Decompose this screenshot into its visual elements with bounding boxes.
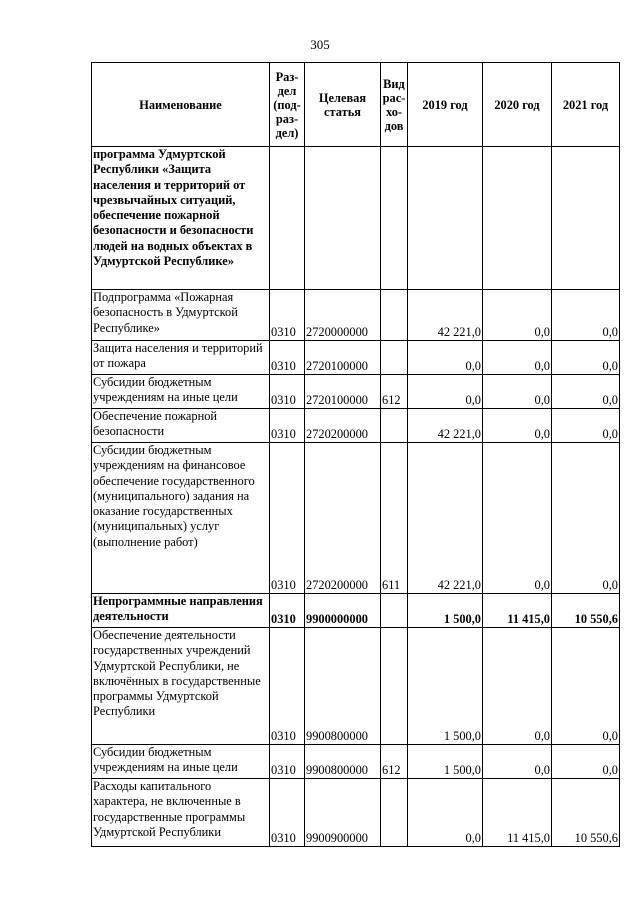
row-section: 0310 bbox=[270, 443, 305, 594]
row-value-2020: 11 415,0 bbox=[483, 779, 552, 847]
table-row bbox=[92, 341, 620, 375]
budget-table bbox=[91, 62, 620, 847]
table-row bbox=[92, 779, 620, 847]
col-header-expense-type: Вид рас- хо- дов bbox=[381, 63, 408, 147]
table-row bbox=[92, 290, 620, 341]
row-expense-type bbox=[381, 594, 408, 628]
row-section: 0310 bbox=[270, 779, 305, 847]
row-value-2020: 0,0 bbox=[483, 409, 552, 443]
table-row bbox=[92, 443, 620, 594]
row-value-2019: 0,0 bbox=[408, 375, 483, 409]
row-value-2021: 0,0 bbox=[552, 443, 620, 594]
row-value-2020: 11 415,0 bbox=[483, 594, 552, 628]
row-value-2019: 1 500,0 bbox=[408, 745, 483, 779]
row-expense-type: 612 bbox=[381, 745, 408, 779]
row-article: 2720100000 bbox=[305, 341, 381, 375]
row-expense-type bbox=[381, 341, 408, 375]
row-name: Непрограммные направления деятельности bbox=[92, 594, 270, 628]
row-section: 0310 bbox=[270, 341, 305, 375]
row-expense-type bbox=[381, 779, 408, 847]
row-article bbox=[305, 147, 381, 290]
col-header-section: Раз- дел (под- раз- дел) bbox=[270, 63, 305, 147]
row-name: программа Удмуртской Республики «Защита населения и территорий от чрезвычайных ситуаций, обеспечение пожарной безопасности и безопасности людей на водных объектах в Удмуртской Республике» bbox=[92, 147, 270, 290]
row-value-2021: 0,0 bbox=[552, 409, 620, 443]
row-expense-type bbox=[381, 147, 408, 290]
table-row bbox=[92, 628, 620, 745]
row-value-2019: 42 221,0 bbox=[408, 409, 483, 443]
table-row bbox=[92, 375, 620, 409]
row-value-2019: 42 221,0 bbox=[408, 290, 483, 341]
table-header-row bbox=[92, 63, 620, 147]
row-name: Обеспечение деятельности государственных учреждений Удмуртской Республики, не включённых в государственные программы Удмуртской Республики bbox=[92, 628, 270, 745]
col-header-2020: 2020 год bbox=[483, 63, 552, 147]
row-expense-type: 611 bbox=[381, 443, 408, 594]
row-expense-type: 612 bbox=[381, 375, 408, 409]
page-number: 305 bbox=[310, 37, 330, 52]
row-article: 2720200000 bbox=[305, 443, 381, 594]
row-section: 0310 bbox=[270, 628, 305, 745]
row-article: 9900000000 bbox=[305, 594, 381, 628]
row-name: Расходы капитального характера, не включенные в государственные программы Удмуртской Республики bbox=[92, 779, 270, 847]
row-value-2020 bbox=[483, 147, 552, 290]
row-value-2019: 1 500,0 bbox=[408, 594, 483, 628]
row-expense-type bbox=[381, 409, 408, 443]
row-name: Защита населения и территорий от пожара bbox=[92, 341, 270, 375]
row-value-2019: 1 500,0 bbox=[408, 628, 483, 745]
row-value-2020: 0,0 bbox=[483, 443, 552, 594]
table-row bbox=[92, 594, 620, 628]
row-value-2020: 0,0 bbox=[483, 375, 552, 409]
col-header-name: Наименование bbox=[92, 63, 270, 147]
table-row bbox=[92, 745, 620, 779]
row-value-2021: 0,0 bbox=[552, 341, 620, 375]
row-value-2019: 0,0 bbox=[408, 341, 483, 375]
row-value-2021: 0,0 bbox=[552, 745, 620, 779]
row-expense-type bbox=[381, 628, 408, 745]
row-value-2019 bbox=[408, 147, 483, 290]
row-article: 9900800000 bbox=[305, 745, 381, 779]
row-value-2021: 0,0 bbox=[552, 628, 620, 745]
row-name: Субсидии бюджетным учреждениям на иные цели bbox=[92, 375, 270, 409]
col-header-2021: 2021 год bbox=[552, 63, 620, 147]
row-article: 2720100000 bbox=[305, 375, 381, 409]
row-name: Субсидии бюджетным учреждениям на иные цели bbox=[92, 745, 270, 779]
row-article: 2720200000 bbox=[305, 409, 381, 443]
col-header-article: Целевая статья bbox=[305, 63, 381, 147]
row-article: 9900800000 bbox=[305, 628, 381, 745]
row-value-2020: 0,0 bbox=[483, 745, 552, 779]
row-section: 0310 bbox=[270, 594, 305, 628]
row-article: 2720000000 bbox=[305, 290, 381, 341]
row-value-2019: 0,0 bbox=[408, 779, 483, 847]
row-name: Подпрограмма «Пожарная безопасность в Удмуртской Республике» bbox=[92, 290, 270, 341]
row-expense-type bbox=[381, 290, 408, 341]
row-value-2020: 0,0 bbox=[483, 341, 552, 375]
row-section: 0310 bbox=[270, 290, 305, 341]
row-value-2021: 0,0 bbox=[552, 290, 620, 341]
row-section bbox=[270, 147, 305, 290]
row-article: 9900900000 bbox=[305, 779, 381, 847]
row-value-2020: 0,0 bbox=[483, 628, 552, 745]
row-value-2021: 0,0 bbox=[552, 375, 620, 409]
table-row bbox=[92, 147, 620, 290]
col-header-2019: 2019 год bbox=[408, 63, 483, 147]
row-section: 0310 bbox=[270, 409, 305, 443]
row-value-2019: 42 221,0 bbox=[408, 443, 483, 594]
row-value-2021 bbox=[552, 147, 620, 290]
row-section: 0310 bbox=[270, 745, 305, 779]
row-section: 0310 bbox=[270, 375, 305, 409]
row-value-2021: 10 550,6 bbox=[552, 594, 620, 628]
row-name: Обеспечение пожарной безопасности bbox=[92, 409, 270, 443]
row-name: Субсидии бюджетным учреждениям на финансовое обеспечение государственного (муниципального) задания на оказание государственных (муниципальных) услуг (выполнение работ) bbox=[92, 443, 270, 594]
row-value-2021: 10 550,6 bbox=[552, 779, 620, 847]
row-value-2020: 0,0 bbox=[483, 290, 552, 341]
table-row bbox=[92, 409, 620, 443]
